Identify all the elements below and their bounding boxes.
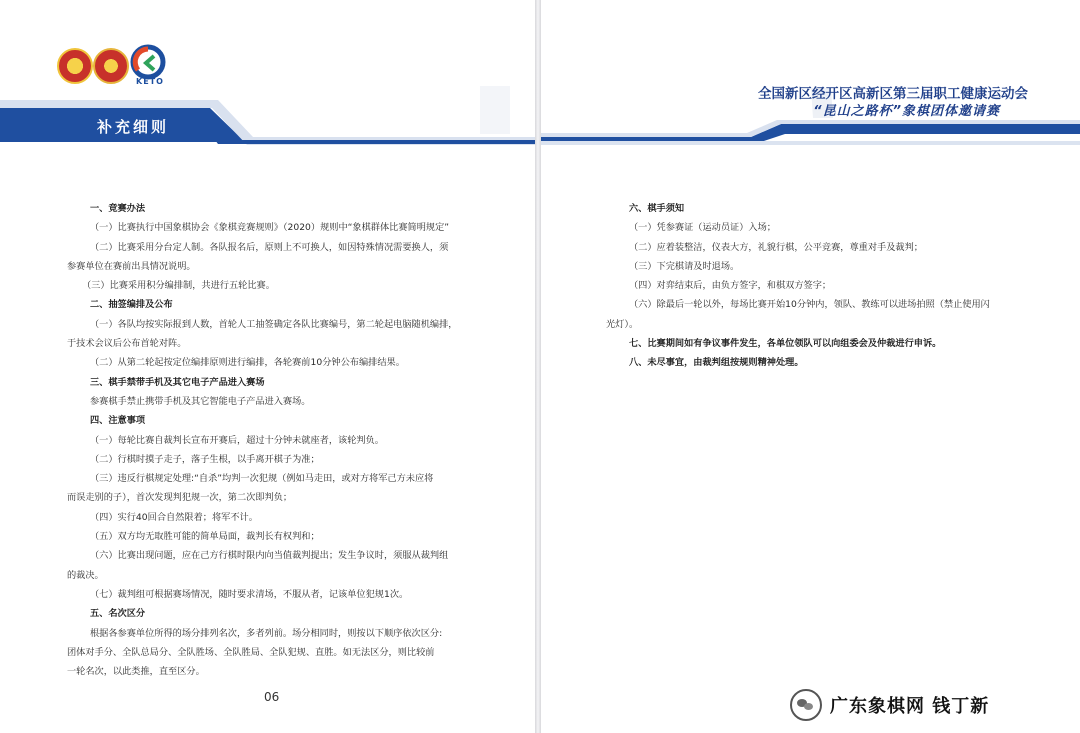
section-heading: 五、名次区分 <box>90 608 146 620</box>
section-heading: 四、注意事项 <box>90 415 146 427</box>
body-line: 参赛单位在赛前出具情况说明。 <box>67 260 196 272</box>
body-line: 于技术会议后公布首轮对阵。 <box>67 338 187 350</box>
wechat-icon <box>790 689 822 721</box>
body-line: （一）比赛执行中国象棋协会《象棋竞赛规则》（2020）规则中“象棋群体比赛简明规定” <box>90 222 450 234</box>
body-line: 的裁决。 <box>67 569 104 581</box>
workers-emblem-icon <box>93 48 129 84</box>
body-line: （二）行棋时摸子走子，落子生根，以手离开棋子为准； <box>90 453 320 465</box>
header-band <box>541 0 1080 150</box>
body-line: 一轮名次，以此类推，直至区分。 <box>67 666 205 678</box>
left-page <box>0 0 535 733</box>
section-heading: 八、未尽事宜，由裁判组按规则精神处理。 <box>629 357 804 369</box>
body-line: （五）双方均无取胜可能的简单局面，裁判长有权判和； <box>90 531 320 543</box>
body-line: （三）违反行棋规定处理:“自杀”均判一次犯规（例如马走田，或对方将军己方未应将 <box>90 473 434 485</box>
watermark <box>790 688 1012 722</box>
body-line: （一）凭参赛证（运动员证）入场； <box>629 222 776 234</box>
event-title: 全国新区经开区高新区第三届职工健康运动会 <box>758 86 1028 102</box>
body-line: （二）应着装整洁，仪表大方，礼貌行棋，公平竞赛，尊重对手及裁判； <box>629 241 923 253</box>
body-line: （三）比赛采用积分编排制，共进行五轮比赛。 <box>82 280 275 292</box>
body-line: （四）对弈结束后，由负方签字，和棋双方签字； <box>629 280 832 292</box>
body-line: （一）各队均按实际报到人数，首轮人工抽签确定各队比赛编号，第二轮起电脑随机编排， <box>90 318 458 330</box>
section-heading: 一、竞赛办法 <box>90 203 146 214</box>
left-body-text <box>67 199 507 681</box>
body-line: 光灯）。 <box>606 318 639 330</box>
page-number: 06 <box>264 690 280 704</box>
body-line: （二）从第二轮起按定位编排原则进行编排，各轮赛前10分钟公布编排结果。 <box>90 357 405 369</box>
section-heading: 六、棋手须知 <box>629 203 685 214</box>
section-heading: 七、比赛期间如有争议事件发生，各单位领队可以向组委会及仲裁进行申诉。 <box>629 338 942 350</box>
body-line: 参赛棋手禁止携带手机及其它智能电子产品进入赛场。 <box>90 395 311 407</box>
section-title: 补充细则 <box>97 118 170 136</box>
section-heading: 二、抽签编排及公布 <box>90 299 173 311</box>
body-line: （二）比赛采用分台定人制。各队报名后，原则上不可换人，如因特殊情况需要换人，须 <box>90 241 449 253</box>
right-body-text <box>606 199 1051 373</box>
body-line: （三）下完棋请及时退场。 <box>629 260 740 272</box>
watermark-text: 广东象棋网 钱丁新 <box>830 696 990 717</box>
body-line: （七）裁判组可根据赛场情况，随时要求清场，不服从者，记该单位犯规1次。 <box>90 588 409 600</box>
right-page <box>541 0 1080 733</box>
body-line: （一）每轮比赛自裁判长宣布开赛后，超过十分钟未就座者，该轮判负。 <box>90 434 384 446</box>
trade-union-emblem-icon <box>57 48 93 84</box>
section-heading: 三、棋手禁带手机及其它电子产品进入赛场 <box>90 376 265 388</box>
body-line: （六）比赛出现问题，应在己方行棋时限内向当值裁判提出；发生争议时，须服从裁判组 <box>90 550 449 562</box>
logo-text: KETO <box>136 77 164 86</box>
body-line: 而误走别的子），首次发现判犯规一次，第二次即判负； <box>67 492 293 504</box>
body-line: 根据各参赛单位所得的场分排列名次，多者列前。场分相同时，则按以下顺序依次区分: <box>90 627 443 639</box>
event-subtitle: “昆山之路杯”象棋团体邀请赛 <box>813 104 1000 119</box>
body-line: 团体对手分、全队总局分、全队胜场、全队胜局、全队犯规、直胜。如无法区分，则比较前 <box>67 646 435 658</box>
body-line: （六）除最后一轮以外，每场比赛开始10分钟内，领队、教练可以进场拍照（禁止使用闪 <box>629 299 990 311</box>
body-line: （四）实行40回合自然限着；将军不计。 <box>90 511 258 523</box>
